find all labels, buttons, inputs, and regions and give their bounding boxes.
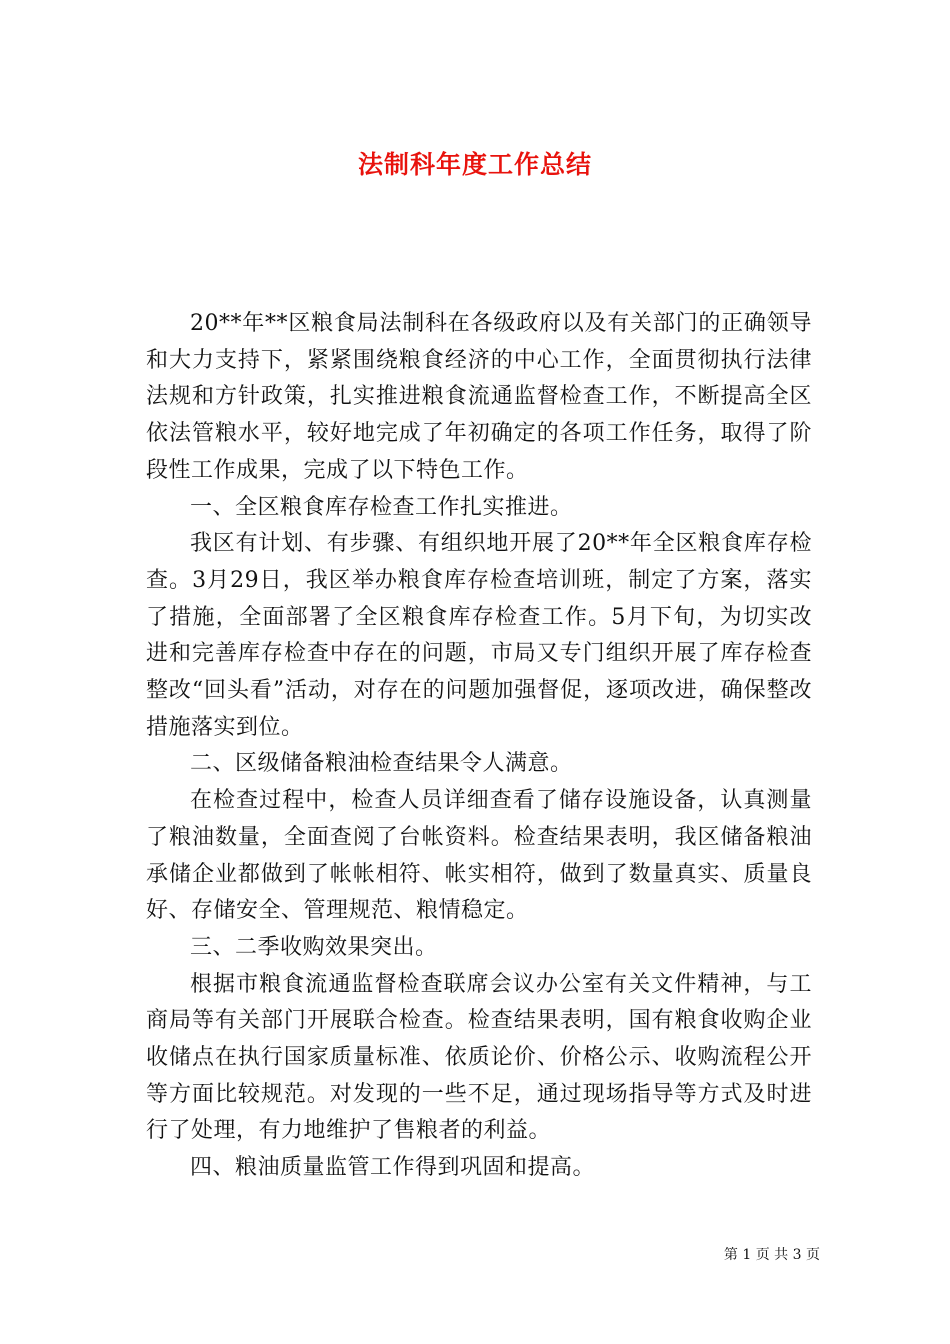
document-body: [146, 306, 812, 1187]
intro-paragraph: 20**年**区粮食局法制科在各级政府以及有关部门的正确领导和大力支持下，紧紧围绕粮食经济的中心工作，全面贯彻执行法律法规和方针政策，扎实推进粮食流通监督检查工作，不断提高全区依法管粮水平，较好地完成了年初确定的各项工作任务，取得了阶段性工作成果，完成了以下特色工作。: [146, 311, 812, 483]
section-heading-3: 三、二季收购效果突出。: [190, 934, 438, 960]
section-heading-4: 四、粮油质量监管工作得到巩固和提高。: [190, 1155, 596, 1181]
section-heading-2: 二、区级储备粮油检查结果令人满意。: [190, 751, 573, 777]
section-paragraph-3: 根据市粮食流通监督检查联席会议办公室有关文件精神，与工商局等有关部门开展联合检查。检查结果表明，国有粮食收购企业收储点在执行国家质量标准、依质论价、价格公示、收购流程公开等方面比较规范。对发现的一些不足，通过现场指导等方式及时进行了处理，有力地维护了售粮者的利益。: [146, 971, 812, 1144]
page-number: 第 1 页 共 3 页: [723, 1247, 820, 1263]
section-paragraph-2: 在检查过程中，检查人员详细查看了储存设施设备，认真测量了粮油数量，全面查阅了台帐资料。检查结果表明，我区储备粮油承储企业都做到了帐帐相符、帐实相符，做到了数量真实、质量良好、存储安全、管理规范、粮情稳定。: [146, 788, 812, 924]
section-paragraph-1: 我区有计划、有步骤、有组织地开展了20**年全区粮食库存检查。3月29日，我区举办粮食库存检查培训班，制定了方案，落实了措施，全面部署了全区粮食库存检查工作。5月下旬，为切实改进和完善库存检查中存在的问题，市局又专门组织开展了库存检查整改“回头看”活动，对存在的问题加强督促，逐项改进，确保整改措施落实到位。: [146, 531, 812, 740]
section-heading-1: 一、全区粮食库存检查工作扎实推进。: [190, 494, 573, 520]
page-title: 法制科年度工作总结: [357, 149, 592, 179]
